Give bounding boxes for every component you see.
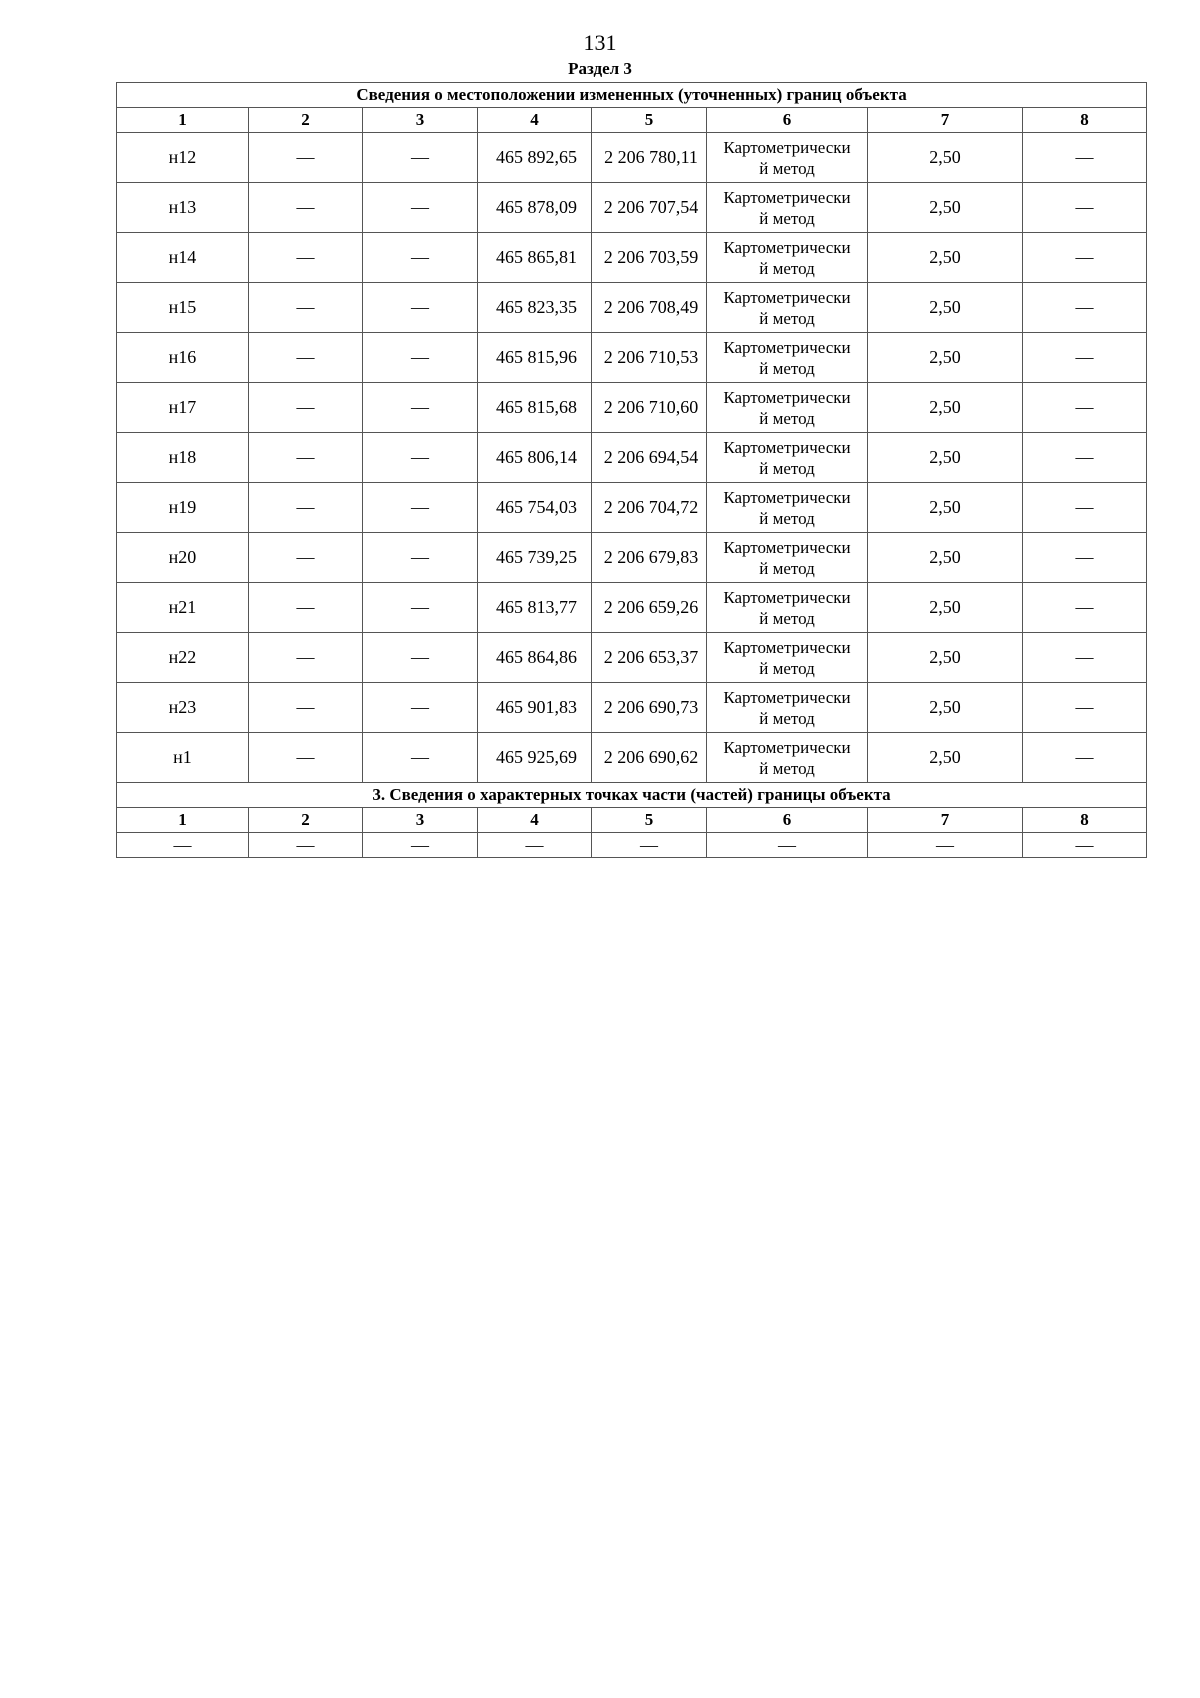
- column-number-row: [117, 108, 1147, 133]
- table-cell: н23: [117, 683, 249, 733]
- table-row: [117, 533, 1147, 583]
- table-cell: —: [363, 433, 478, 483]
- subsection-row: [117, 833, 1147, 858]
- table-cell: 2,50: [868, 633, 1023, 683]
- table-cell: 2 206 707,54: [592, 183, 707, 233]
- table-cell: 2 206 710,60: [592, 383, 707, 433]
- table-cell: 2 206 679,83: [592, 533, 707, 583]
- column-number: 8: [1023, 108, 1147, 133]
- table-cell: н21: [117, 583, 249, 633]
- table-cell: 2,50: [868, 583, 1023, 633]
- table-cell: Картометрически й метод: [707, 133, 868, 183]
- table-cell: —: [592, 833, 707, 858]
- column-number: 4: [478, 808, 592, 833]
- table-cell: Картометрически й метод: [707, 283, 868, 333]
- column-number: 1: [117, 108, 249, 133]
- table-cell: —: [1023, 183, 1147, 233]
- table-cell: н19: [117, 483, 249, 533]
- table-cell: н20: [117, 533, 249, 583]
- table-cell: —: [1023, 533, 1147, 583]
- table-cell: 2 206 690,62: [592, 733, 707, 783]
- table-cell: н14: [117, 233, 249, 283]
- table-cell: 2,50: [868, 733, 1023, 783]
- table-row: [117, 333, 1147, 383]
- table-cell: —: [1023, 433, 1147, 483]
- table-cell: 2,50: [868, 183, 1023, 233]
- table-cell: —: [363, 733, 478, 783]
- table-cell: 2,50: [868, 233, 1023, 283]
- table-caption-row: [117, 83, 1147, 108]
- table-row: [117, 183, 1147, 233]
- table-cell: н16: [117, 333, 249, 383]
- table-cell: 465 901,83: [478, 683, 592, 733]
- table-cell: 2 206 690,73: [592, 683, 707, 733]
- column-number: 5: [592, 808, 707, 833]
- column-number: 6: [707, 108, 868, 133]
- table-row: [117, 233, 1147, 283]
- table-cell: —: [249, 533, 363, 583]
- table-row: [117, 733, 1147, 783]
- table-cell: —: [249, 283, 363, 333]
- table-cell: —: [363, 483, 478, 533]
- table-cell: 2,50: [868, 383, 1023, 433]
- column-number: 1: [117, 808, 249, 833]
- table-cell: —: [363, 833, 478, 858]
- table-cell: 2,50: [868, 133, 1023, 183]
- table-cell: —: [1023, 283, 1147, 333]
- table-row: [117, 133, 1147, 183]
- table-cell: —: [249, 383, 363, 433]
- table-cell: —: [1023, 233, 1147, 283]
- table-cell: —: [249, 733, 363, 783]
- table-cell: 465 878,09: [478, 183, 592, 233]
- table-cell: 2,50: [868, 283, 1023, 333]
- table-cell: 2 206 653,37: [592, 633, 707, 683]
- table-cell: 2 206 710,53: [592, 333, 707, 383]
- table-cell: 2 206 703,59: [592, 233, 707, 283]
- table-cell: —: [868, 833, 1023, 858]
- table-row: [117, 683, 1147, 733]
- table-cell: 465 739,25: [478, 533, 592, 583]
- column-number: 7: [868, 108, 1023, 133]
- table-cell: —: [363, 133, 478, 183]
- table-cell: —: [249, 333, 363, 383]
- table-cell: 465 806,14: [478, 433, 592, 483]
- table-cell: 465 754,03: [478, 483, 592, 533]
- table-cell: —: [1023, 683, 1147, 733]
- table-cell: —: [1023, 583, 1147, 633]
- table-cell: 465 813,77: [478, 583, 592, 633]
- table-cell: 2,50: [868, 433, 1023, 483]
- table-cell: —: [249, 233, 363, 283]
- table-cell: —: [249, 133, 363, 183]
- column-number: 2: [249, 808, 363, 833]
- table-cell: 2 206 780,11: [592, 133, 707, 183]
- table-cell: —: [363, 283, 478, 333]
- table-cell: н22: [117, 633, 249, 683]
- table-row: [117, 583, 1147, 633]
- table-cell: 2,50: [868, 333, 1023, 383]
- table-cell: Картометрически й метод: [707, 533, 868, 583]
- table-cell: 465 815,96: [478, 333, 592, 383]
- boundary-table: [116, 82, 1147, 858]
- table-cell: 2 206 659,26: [592, 583, 707, 633]
- table-cell: —: [1023, 633, 1147, 683]
- table-caption: Сведения о местоположении измененных (уточненных) границ объекта: [117, 83, 1147, 108]
- table-cell: н17: [117, 383, 249, 433]
- subsection-column-number-row: [117, 808, 1147, 833]
- table-cell: —: [363, 583, 478, 633]
- subsection-title-row: [117, 783, 1147, 808]
- column-number: 8: [1023, 808, 1147, 833]
- subsection-title: 3. Сведения о характерных точках части (частей) границы объекта: [117, 783, 1147, 808]
- table-cell: 2,50: [868, 533, 1023, 583]
- table-cell: —: [363, 533, 478, 583]
- table-cell: —: [1023, 483, 1147, 533]
- table-cell: 465 865,81: [478, 233, 592, 283]
- table-cell: —: [363, 633, 478, 683]
- table-cell: —: [117, 833, 249, 858]
- table-row: [117, 633, 1147, 683]
- table-cell: —: [1023, 733, 1147, 783]
- table-cell: —: [249, 483, 363, 533]
- table-cell: —: [249, 183, 363, 233]
- table-cell: —: [363, 333, 478, 383]
- table-row: [117, 433, 1147, 483]
- table-cell: 465 864,86: [478, 633, 592, 683]
- column-number: 5: [592, 108, 707, 133]
- table-cell: н12: [117, 133, 249, 183]
- table-cell: —: [249, 833, 363, 858]
- table-cell: 2 206 704,72: [592, 483, 707, 533]
- table-cell: н13: [117, 183, 249, 233]
- column-number: 3: [363, 108, 478, 133]
- table-cell: —: [478, 833, 592, 858]
- table-cell: н18: [117, 433, 249, 483]
- table-cell: н1: [117, 733, 249, 783]
- table-row: [117, 483, 1147, 533]
- table-cell: —: [707, 833, 868, 858]
- table-cell: Картометрически й метод: [707, 633, 868, 683]
- column-number: 3: [363, 808, 478, 833]
- page-number: 131: [583, 30, 617, 55]
- table-cell: Картометрически й метод: [707, 483, 868, 533]
- table-cell: —: [249, 583, 363, 633]
- table-cell: 2 206 694,54: [592, 433, 707, 483]
- table-row: [117, 283, 1147, 333]
- table-cell: 465 815,68: [478, 383, 592, 433]
- table-cell: —: [1023, 833, 1147, 858]
- table-cell: —: [363, 383, 478, 433]
- table-cell: —: [1023, 383, 1147, 433]
- table-cell: Картометрически й метод: [707, 733, 868, 783]
- table-row: [117, 383, 1147, 433]
- table-cell: —: [249, 433, 363, 483]
- section-title: Раздел 3: [568, 59, 632, 78]
- table-cell: Картометрически й метод: [707, 333, 868, 383]
- column-number: 2: [249, 108, 363, 133]
- table-cell: 465 925,69: [478, 733, 592, 783]
- table-cell: Картометрически й метод: [707, 233, 868, 283]
- table-cell: Картометрически й метод: [707, 183, 868, 233]
- table-cell: н15: [117, 283, 249, 333]
- table-cell: 2,50: [868, 683, 1023, 733]
- column-number: 4: [478, 108, 592, 133]
- table-cell: 2,50: [868, 483, 1023, 533]
- table-cell: Картометрически й метод: [707, 383, 868, 433]
- table-cell: 2 206 708,49: [592, 283, 707, 333]
- table-cell: Картометрически й метод: [707, 583, 868, 633]
- table-cell: —: [363, 183, 478, 233]
- table-cell: 465 892,65: [478, 133, 592, 183]
- table-cell: —: [363, 683, 478, 733]
- table-cell: —: [249, 683, 363, 733]
- table-cell: —: [1023, 133, 1147, 183]
- column-number: 6: [707, 808, 868, 833]
- column-number: 7: [868, 808, 1023, 833]
- table-cell: —: [249, 633, 363, 683]
- table-cell: Картометрически й метод: [707, 433, 868, 483]
- table-cell: Картометрически й метод: [707, 683, 868, 733]
- table-cell: —: [1023, 333, 1147, 383]
- table-cell: —: [363, 233, 478, 283]
- table-cell: 465 823,35: [478, 283, 592, 333]
